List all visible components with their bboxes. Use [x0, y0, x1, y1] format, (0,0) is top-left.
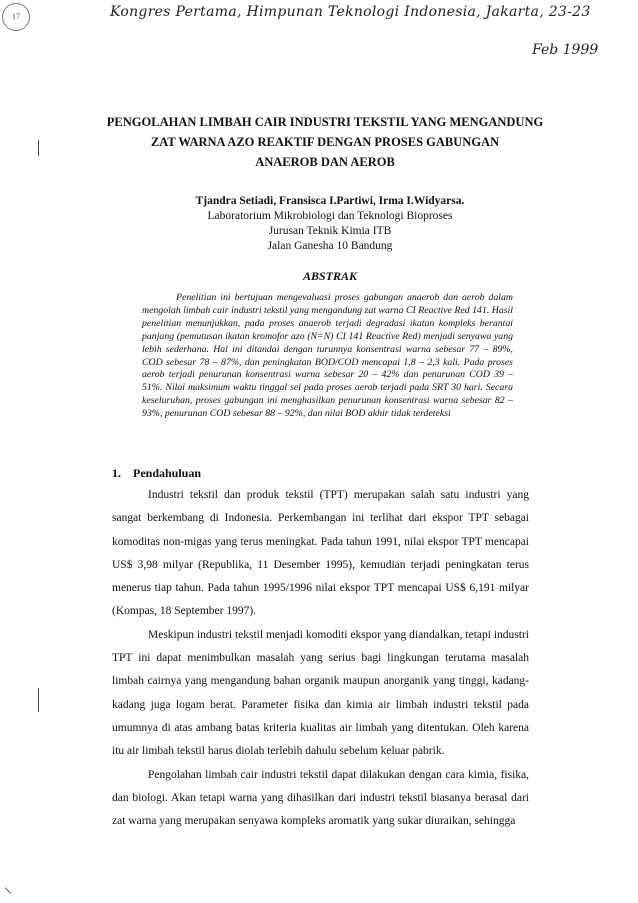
affiliation-address: Jalan Ganesha 10 Bandung [267, 240, 393, 252]
author-names: Tjandra Setiadi, Fransisca I.Partiwi, Irma I.Widyarsa. [195, 195, 465, 207]
paper-title [90, 112, 560, 172]
body-paragraph: Pengolahan limbah cair industri tekstil dapat dilakukan dengan cara kimia, fisika, dan biologi. Akan tetapi warna yang dihasilkan dari industri tekstil biasanya berasal dari zat warna yang merupakan senyawa kompleks aromatik yang sukar diuraikan, sehingga [112, 768, 529, 828]
title-line: PENGOLAHAN LIMBAH CAIR INDUSTRI TEKSTIL YANG MENGANDUNG [106, 115, 544, 129]
author-block [120, 194, 540, 254]
margin-mark [5, 887, 11, 893]
title-line: ZAT WARNA AZO REAKTIF DENGAN PROSES GABUNGAN [150, 135, 500, 149]
abstract-text: Penelitian ini bertujuan mengevaluasi proses gabungan anaerob dan aerob dalam mengolah limbah cair industri tekstil yang mengandung zat warna CI Reactive Red 141. Hasil penelitian menunjukkan, pada proses anaerob terjadi degradasi ikatan kompleks berantai panjang (pemutusan ikatan kromofor azo (N=N) CI 141 Reactive Red) menjadi senyawa yang lebih sederhana. Hal ini ditandai dengan turunnya konsentrasi warna sebesar 77 – 89%, COD sebesar 78 – 87%, dan peningkatan BOD/COD mencapai 1,8 – 2,3 kali. Pada proses aerob terjadi penurunan konsentrasi warna sebesar 20 – 42% dan penurunan COD 39 – 51%. Nilai maksimum waktu tinggal sel pada proses aerob terjadi pada SRT 30 hari. Secara keseluruhan, proses gabungan ini menghasilkan penurunan konsentrasi warna sebesar 82 – 93%, penurunan COD sebesar 88 – 92%, dan nilai BOD akhir tidak terdeteksi [142, 292, 513, 420]
handwritten-note-date: Feb 1999 [532, 42, 599, 58]
abstract-heading: ABSTRAK [302, 269, 358, 283]
section-heading: 1. Pendahuluan [112, 466, 202, 480]
margin-mark [38, 140, 39, 156]
margin-mark [38, 688, 39, 712]
body-paragraph: Meskipun industri tekstil menjadi komoditi ekspor yang diandalkan, tetapi industri TPT ini dapat menimbulkan masalah yang serius bagi lingkungan terutama masalah limbah cairnya yang mengandung bahan organik maupun anorganik yang tinggi, kadang-kadang juga logam berat. Parameter fisika dan kimia air limbah industri tekstil pada umumnya di atas ambang batas kriteria kualitas air limbah yang ditentukan. Oleh karena itu air limbah tekstil harus diolah terlebih dahulu sebelum keluar pabrik. [112, 628, 529, 758]
body-paragraph: Industri tekstil dan produk tekstil (TPT) merupakan salah satu industri yang sangat berkembang di Indonesia. Perkembangan ini terlihat dari ekspor TPT sebagai komoditas non-migas yang terus meningkat. Pada tahun 1991, nilai ekspor TPT mencapai US$ 3,98 milyar (Republika, 11 Desember 1995), kemudian terjadi peningkatan terus menerus tiap tahun. Pada tahun 1995/1996 nilai ekspor TPT mencapai US$ 6,191 milyar (Kompas, 18 September 1997). [112, 489, 529, 618]
body-text [112, 484, 529, 833]
handwritten-note: Kongres Pertama, Himpunan Teknologi Indonesia, Jakarta, 23-23 [110, 4, 591, 20]
affiliation-lab: Laboratorium Mikrobiologi dan Teknologi Bioproses [207, 210, 453, 222]
page-stamp: 17 [2, 3, 30, 31]
affiliation-dept: Jurusan Teknik Kimia ITB [268, 225, 392, 237]
title-line: ANAEROB DAN AEROB [255, 155, 395, 169]
